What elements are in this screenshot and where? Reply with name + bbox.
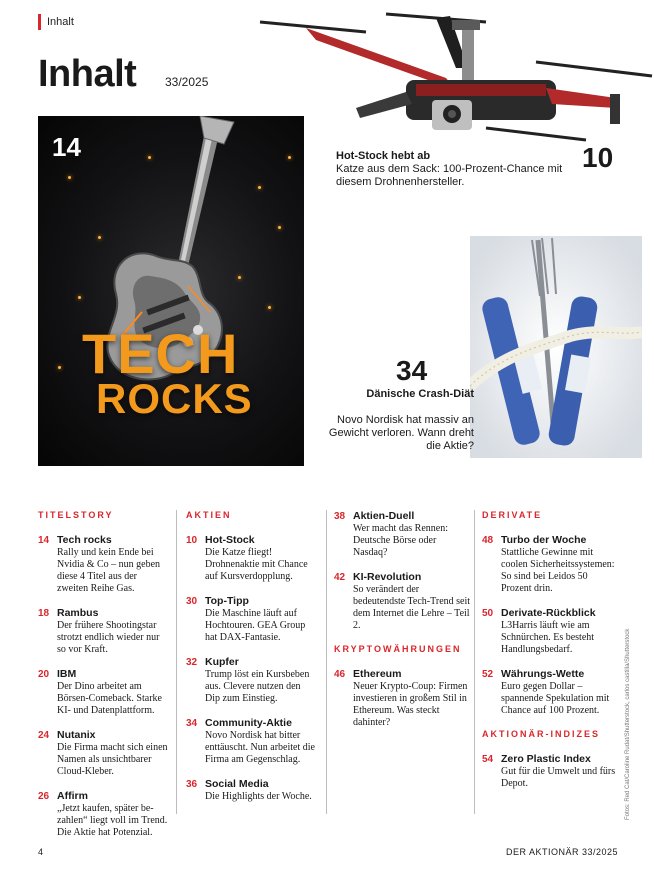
toc-entry[interactable] bbox=[334, 510, 472, 559]
column-divider bbox=[474, 510, 475, 814]
entry-title: Top-Tipp bbox=[205, 595, 249, 607]
spark bbox=[288, 156, 291, 159]
entry-text: Die Katze fliegt! Drohnenaktie mit Chance auf Kursverdopplung. bbox=[205, 547, 308, 582]
feature-10-text: Katze aus dem Sack: 100-Prozent-Chance mit diesem Drohnenhersteller. bbox=[336, 163, 563, 188]
toc-entry[interactable] bbox=[482, 607, 616, 656]
spark bbox=[268, 306, 271, 309]
entry-text: Gut für die Umwelt und fürs Depot. bbox=[501, 766, 616, 789]
column-titelstory bbox=[38, 510, 168, 851]
toc-entry[interactable] bbox=[186, 595, 318, 644]
entry-title: Aktien-Duell bbox=[353, 510, 415, 522]
category-label: KRYPTOWÄHRUNGEN bbox=[334, 644, 462, 654]
drone-image[interactable] bbox=[256, 8, 654, 148]
entry-title: IBM bbox=[57, 668, 77, 680]
toc-entry[interactable] bbox=[38, 607, 168, 656]
spark bbox=[238, 276, 241, 279]
entry-title: Social Media bbox=[205, 778, 269, 790]
entry-title: Community-Aktie bbox=[205, 717, 292, 729]
entry-page: 38 bbox=[334, 511, 346, 522]
entry-text: Die Firma macht sich einen Namen als unsichtbarer Cloud-Kleber. bbox=[57, 742, 168, 777]
entry-page: 10 bbox=[186, 535, 198, 546]
entry-text: Euro gegen Dollar – spannende Spekulation mit Chance auf 100 Prozent. bbox=[501, 681, 610, 716]
entry-text: Wer macht das Rennen: Deutsche Börse oder Nasdaq? bbox=[353, 523, 448, 558]
entry-title: Affirm bbox=[57, 790, 88, 802]
feature-10-number: 10 bbox=[582, 142, 614, 173]
spark bbox=[148, 156, 151, 159]
spark bbox=[58, 366, 61, 369]
entry-title: Rambus bbox=[57, 607, 99, 619]
entry-page: 46 bbox=[334, 669, 346, 680]
footer-page-number: 4 bbox=[38, 847, 44, 857]
toc-entry[interactable] bbox=[482, 753, 616, 790]
toc-entry[interactable] bbox=[186, 534, 318, 583]
entry-page: 26 bbox=[38, 791, 50, 802]
entry-page: 54 bbox=[482, 754, 494, 765]
entry-page: 34 bbox=[186, 718, 198, 729]
column-derivate bbox=[482, 510, 616, 802]
pens-image[interactable] bbox=[470, 236, 642, 458]
issue-number: 33/2025 bbox=[165, 75, 209, 89]
entry-title: Ethereum bbox=[353, 668, 402, 680]
cover-image[interactable] bbox=[38, 116, 304, 466]
toc-entry[interactable] bbox=[186, 656, 318, 705]
category-label: AKTIEN bbox=[186, 510, 232, 520]
toc-entry[interactable] bbox=[38, 534, 168, 595]
entry-page: 30 bbox=[186, 596, 198, 607]
toc-entry[interactable] bbox=[334, 571, 472, 632]
spark bbox=[98, 236, 101, 239]
toc-entry[interactable] bbox=[38, 668, 168, 717]
section-tag: Inhalt bbox=[38, 14, 74, 30]
toc-entry[interactable] bbox=[482, 534, 616, 595]
page-title: Inhalt bbox=[38, 53, 137, 95]
entry-text: Die Highlights der Woche. bbox=[205, 791, 312, 802]
feature-34-title: Dänische Crash-Diät bbox=[366, 388, 474, 400]
entry-page: 42 bbox=[334, 572, 346, 583]
category-label: AKTIONÄR-INDIZES bbox=[482, 729, 600, 739]
entry-page: 32 bbox=[186, 657, 198, 668]
entry-title: Turbo der Woche bbox=[501, 534, 587, 546]
column-aktien bbox=[186, 510, 318, 815]
category-label: DERIVATE bbox=[482, 510, 543, 520]
footer-magazine: DER AKTIONÄR 33/2025 bbox=[505, 847, 618, 857]
entry-text: L3Harris läuft wie am Schnürchen. Es besteht Handlungsbedarf. bbox=[501, 620, 595, 655]
entry-text: So verändert der bedeutendste Tech-Trend seit dem Internet die Lehre – Teil 2. bbox=[353, 584, 471, 631]
entry-page: 36 bbox=[186, 779, 198, 790]
entry-title: KI-Revolution bbox=[353, 571, 422, 583]
feature-10-title: Hot-Stock hebt ab bbox=[336, 150, 431, 162]
category-label: TITELSTORY bbox=[38, 510, 114, 520]
feature-34-text: Novo Nordisk hat massiv an Gewicht verloren. Wann dreht die Aktie? bbox=[328, 414, 474, 452]
entry-text: Novo Nordisk hat bitter enttäuscht. Nun arbeitet die Firma am Gegenschlag. bbox=[205, 730, 315, 765]
entry-text: Der frühere Shootingstar strotzt endlich wieder nur so vor Kraft. bbox=[57, 620, 160, 655]
toc-entry[interactable] bbox=[186, 778, 318, 803]
spark bbox=[278, 226, 281, 229]
entry-title: Tech rocks bbox=[57, 534, 112, 546]
entry-page: 50 bbox=[482, 608, 494, 619]
entry-text: Stattliche Gewinne mit coolen Sicherheitssystemen: So sind bei Leidos 50 Prozent drin. bbox=[501, 547, 615, 594]
toc-entry[interactable] bbox=[38, 790, 168, 839]
feature-34-number: 34 bbox=[396, 355, 428, 386]
toc-entry[interactable] bbox=[334, 668, 472, 729]
spark bbox=[68, 176, 71, 179]
spark bbox=[78, 296, 81, 299]
entry-title: Zero Plastic Index bbox=[501, 753, 591, 765]
cover-page-number: 14 bbox=[52, 132, 81, 162]
entry-title: Kupfer bbox=[205, 656, 239, 668]
entry-text: „Jetzt kaufen, später bezahlen“ liegt voll im Trend. Die Aktie hat Potenzial. bbox=[57, 803, 168, 838]
column-divider bbox=[326, 510, 327, 814]
entry-text: Der Dino arbeitet am Börsen-Comeback. Starke KI- und Datenplattform. bbox=[57, 681, 162, 716]
entry-text: Die Maschine läuft auf Hochtouren. GEA Group hat DAX-Fantasie. bbox=[205, 608, 306, 643]
toc-entry[interactable] bbox=[482, 668, 616, 717]
entry-page: 18 bbox=[38, 608, 50, 619]
column-aktien-continued bbox=[334, 510, 472, 741]
entry-text: Trump löst ein Kursbeben aus. Clevere nutzen den Dip zum Einstieg. bbox=[205, 669, 310, 704]
toc-entry[interactable] bbox=[186, 717, 318, 766]
entry-title: Währungs-Wette bbox=[501, 668, 585, 680]
entry-page: 24 bbox=[38, 730, 50, 741]
entry-title: Hot-Stock bbox=[205, 534, 255, 546]
entry-page: 48 bbox=[482, 535, 494, 546]
column-divider bbox=[176, 510, 177, 814]
entry-title: Derivate-Rückblick bbox=[501, 607, 596, 619]
cover-title-line2: ROCKS bbox=[96, 375, 253, 422]
entry-text: Rally und kein Ende bei Nvidia & Co – nun geben diese 4 Titel aus der zweiten Reihe Gas. bbox=[57, 547, 161, 594]
spark bbox=[258, 186, 261, 189]
entry-title: Nutanix bbox=[57, 729, 96, 741]
toc-entry[interactable] bbox=[38, 729, 168, 778]
entry-page: 52 bbox=[482, 669, 494, 680]
entry-page: 20 bbox=[38, 669, 50, 680]
cover-title-line1: TECH bbox=[82, 322, 239, 385]
photo-credit: Fotos: Red Cat/Caroline Rudat/Shutterstock, carlos castilla/Shutterstock bbox=[625, 628, 631, 820]
entry-page: 14 bbox=[38, 535, 50, 546]
entry-text: Neuer Krypto-Coup: Firmen investieren in großem Stil in Ethereum. Was steckt dahinter? bbox=[353, 681, 468, 728]
